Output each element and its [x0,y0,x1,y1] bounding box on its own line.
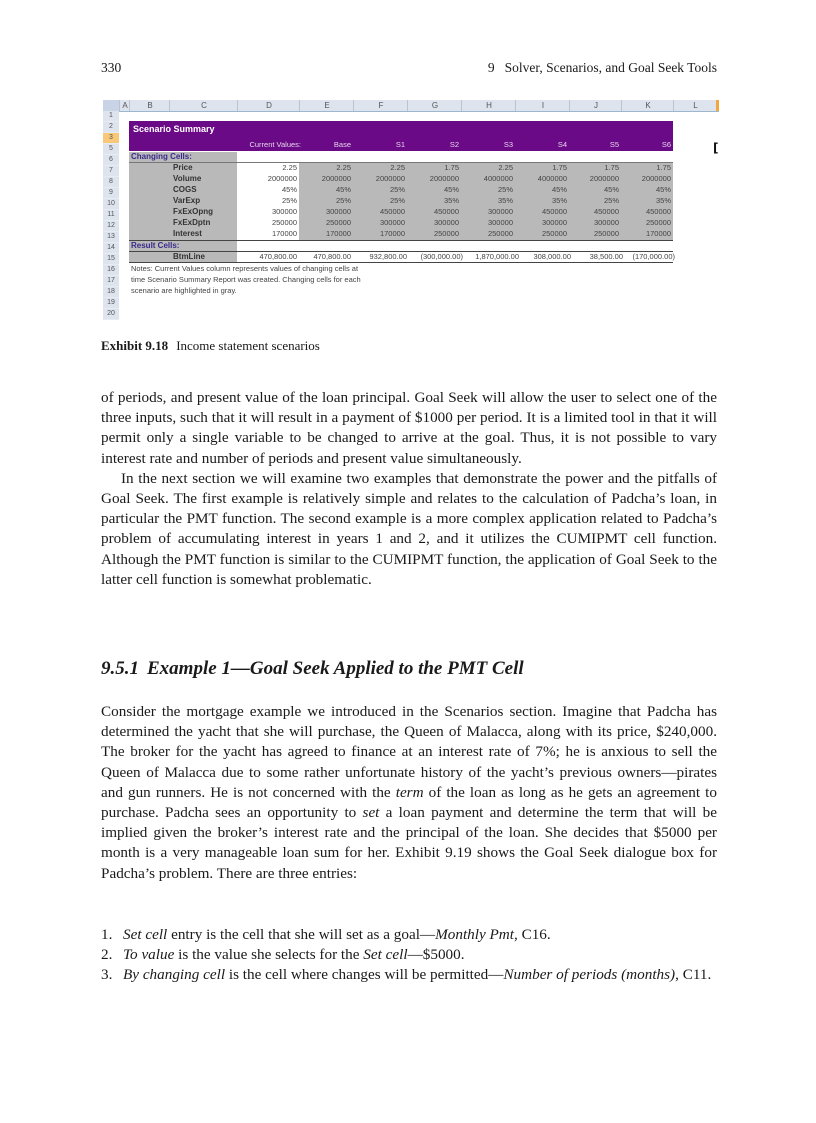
column-header-g: G [407,100,462,111]
cell-value: 2.25 [336,163,351,172]
cell-value: 250000 [325,218,351,227]
result-cells-label: Result Cells: [131,241,180,250]
column-header-c: C [169,100,238,111]
section-number: 9.5.1 [101,658,139,679]
cell-value: 25% [603,196,619,205]
header-s6: S6 [661,140,671,149]
select-all-corner [103,100,119,111]
cell-value: 300000 [487,218,513,227]
row-header: 15 [103,254,119,265]
page-number: 330 [101,60,122,75]
row-label-volume: Volume [173,174,202,183]
column-header-a: A [119,100,130,111]
row-label-varexp: VarExp [173,196,201,205]
text-run: a loan payment and determine the term that will be implied given the broker’s interest rate and the principal of the loan. She decides that $5000 per month is a very manageable loan sum for her. Exhibit 9.19 shows the Goal Seek dialogue box for Padcha’s problem. There are three entries: [101,804,717,882]
row-header: 12 [103,221,119,232]
header-s3: S3 [503,140,513,149]
cell-value: 35% [497,196,513,205]
list-number: 3. [101,966,113,984]
list-item [101,925,717,945]
cell-value: 250000 [433,229,459,238]
column-header-l: L [673,100,717,111]
cell-value: 35% [655,196,671,205]
row-header: 16 [103,265,119,276]
cell-value: 250000 [541,229,567,238]
list-item [101,945,717,965]
cell-value: 300000 [593,218,619,227]
row-header: 2 [103,122,119,133]
cell-value: 25% [335,196,351,205]
cell-value: 300000 [325,207,351,216]
row-label-cogs: COGS [173,185,197,194]
cell-value: 250000 [593,229,619,238]
cell-value: 250000 [487,229,513,238]
cell-value: 2000000 [641,174,671,183]
cell-value: 45% [603,185,619,194]
row-label-fxexopng: FxExOpng [173,207,214,216]
row-header-selected: 3 [103,133,119,144]
row-label-btmline: BtmLine [173,252,205,261]
cell-value: 2000000 [267,174,297,183]
cell-value: 1.75 [604,163,619,172]
exhibit-caption [101,338,320,354]
cell-value: 170000 [271,229,297,238]
text-run: Consider the mortgage example we introduced in the Scenarios section. Imagine that Padcha has determined the yacht that she will purchase, the Queen of Malacca, along with its price, $240,000. The broker for the yacht has agreed to finance at an interest rate of 7%; he is anxious to sell the Queen of Malacca due to some rather unfortunate history of the yacht’s previous owners—pirates and gun runners. He is not concerned with the [101,703,717,801]
column-header-bar [103,100,719,112]
row-header: 5 [103,144,119,155]
text-run: entry is the cell that she will set as a goal— [167,926,436,943]
column-header-j: J [569,100,622,111]
body-paragraphs-1 [101,388,717,590]
text-run: is the value she selects for the [174,946,364,964]
notes-line: scenario are highlighted in gray. [131,286,237,295]
italic-run: Monthly Pmt [435,926,514,943]
list-item [101,965,717,985]
cell-value: 2.25 [282,163,297,172]
cell-value: 2000000 [321,174,351,183]
italic-run: set [362,804,380,822]
header-s2: S2 [449,140,459,149]
cell-value: 450000 [541,207,567,216]
row-header: 1 [103,111,119,122]
exhibit-label: Exhibit 9.18 [101,338,169,353]
cell-value: 300000 [541,218,567,227]
divider [129,262,673,263]
header-current-values: Current Values: [249,140,301,149]
italic-run: By changing cell [123,966,226,984]
changing-cells-label: Changing Cells: [131,152,192,161]
text-run: is the cell where changes will be permitted— [225,966,504,984]
row-header: 18 [103,287,119,298]
row-header: 13 [103,232,119,243]
scenario-summary-header [129,121,673,151]
result-value: 308,000.00 [533,252,571,261]
row-header: 14 [103,243,119,254]
list-number: 2. [101,946,113,964]
text-run: , C11. [675,966,712,984]
column-header-i: I [515,100,570,111]
result-value: 470,800.00 [259,252,297,261]
section-heading [101,658,524,680]
result-value: 38,500.00 [589,252,623,261]
cell-value: 2.25 [498,163,513,172]
result-value: (170,000.00) [632,252,675,261]
header-s1: S1 [395,140,405,149]
italic-run: term [395,783,424,801]
cell-value: 450000 [433,207,459,216]
text-run: —$5000. [407,946,465,964]
italic-run: Set cell [363,946,408,964]
numbered-list [101,925,717,986]
column-header-k: K [621,100,674,111]
cell-value: 300000 [487,207,513,216]
running-head [101,60,717,80]
column-header-b: B [129,100,170,111]
cell-value: 250000 [271,218,297,227]
notes-line: Notes: Current Values column represents values of changing cells at [131,264,359,273]
column-header-d: D [237,100,300,111]
paragraph: of periods, and present value of the loan principal. Goal Seek will allow the user to select one of the three inputs, such that it will result in a payment of $1000 per period. It is a limited tool in that it will permit only a single variable to be changed to arrive at the goal. Thus, it is not possible to vary interest rate and number of periods and present value simultaneously. [101,389,717,467]
cell-value: 300000 [271,207,297,216]
cell-value: 4000000 [537,174,567,183]
notes-line: time Scenario Summary Report was created. Changing cells for each [131,275,361,284]
cell-value: 2000000 [429,174,459,183]
row-header: 6 [103,155,119,166]
cell-value: 2000000 [589,174,619,183]
cell-value: 45% [443,185,459,194]
cell-value: 300000 [379,218,405,227]
header-s4: S4 [557,140,567,149]
cell-value: 170000 [379,229,405,238]
cell-value: 45% [655,185,671,194]
scenario-summary-title: Scenario Summary [133,124,215,134]
header-s5: S5 [609,140,619,149]
text-run: of the loan as long as he gets an agreement to purchase. Padcha sees an opportunity to [101,783,717,822]
cell-value: 170000 [325,229,351,238]
paragraph: In the next section we will examine two examples that demonstrate the power and the pitfalls of Goal Seek. The first example is relatively simple and relates to the calculation of Padcha’s loan, in particular the PMT function. The second example is a more complex application related to Padcha’s problem of accumulating interest in years 1 and 2, and it utilizes the CUMIPMT cell function. Although the PMT function is similar to the CUMIPMT function, the application of Goal Seek to the latter cell function is somewhat problematic. [101,469,717,588]
result-value: 470,800.00 [313,252,351,261]
row-label-fxexdptn: FxExDptn [173,218,211,227]
cell-value: 45% [281,185,297,194]
scenario-summary-spreadsheet [103,100,719,322]
cell-value: 25% [497,185,513,194]
result-value: 1,870,000.00 [475,252,519,261]
italic-run: Number of periods (months) [503,966,676,984]
row-header: 20 [103,309,119,320]
cell-value: 25% [389,185,405,194]
column-header-e: E [299,100,354,111]
column-selection-marker [716,100,719,111]
cell-value: 45% [551,185,567,194]
exhibit-caption-text: Income statement scenarios [176,338,320,353]
cell-value: 2000000 [375,174,405,183]
cell-value: 170000 [645,229,671,238]
row-header: 11 [103,210,119,221]
chapter-number: 9 [487,60,495,75]
cell-value: 450000 [645,207,671,216]
cell-value: 45% [335,185,351,194]
row-header: 17 [103,276,119,287]
cell-value: 250000 [645,218,671,227]
bracket-glyph: [ [713,141,719,155]
cell-value: 1.75 [552,163,567,172]
row-header: 10 [103,199,119,210]
result-value: (300,000.00) [420,252,463,261]
cell-value: 1.75 [656,163,671,172]
cell-value: 25% [389,196,405,205]
text-run: , C16. [513,926,551,943]
section-title: Example 1—Goal Seek Applied to the PMT Cell [147,658,524,679]
chapter-title [488,60,717,76]
result-value: 932,800.00 [369,252,407,261]
body-paragraphs-2 [101,702,717,884]
cell-value: 300000 [433,218,459,227]
paragraph [101,702,717,884]
chapter-title-text: Solver, Scenarios, and Goal Seek Tools [504,60,717,75]
row-header: 9 [103,188,119,199]
row-header: 8 [103,177,119,188]
cell-value: 35% [551,196,567,205]
row-header: 19 [103,298,119,309]
cell-value: 4000000 [483,174,513,183]
column-header-f: F [353,100,408,111]
header-base: Base [333,140,351,149]
row-header: 7 [103,166,119,177]
cell-value: 2.25 [390,163,405,172]
column-header-h: H [461,100,516,111]
row-label-price: Price [173,163,193,172]
italic-run: To value [123,946,175,964]
cell-value: 25% [281,196,297,205]
cell-value: 1.75 [444,163,459,172]
cell-value: 35% [443,196,459,205]
cell-value: 450000 [379,207,405,216]
list-number: 1. [101,926,113,943]
row-label-interest: Interest [173,229,202,238]
italic-run: Set cell [123,926,168,943]
cell-value: 450000 [593,207,619,216]
